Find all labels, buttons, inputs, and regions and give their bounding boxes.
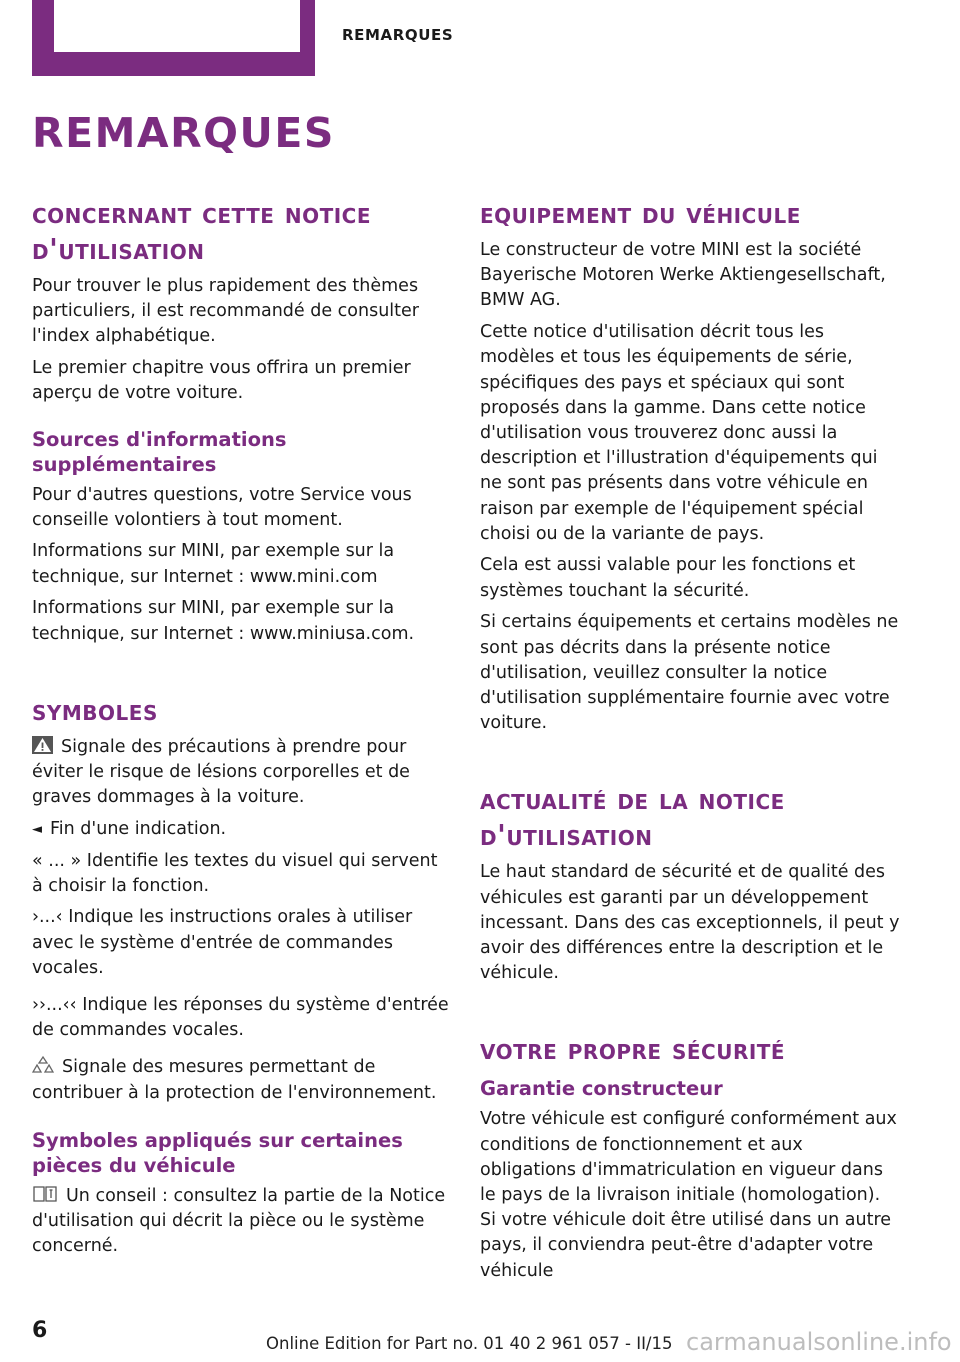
symbol-warning-text: Signale des précautions à prendre pour éviter le risque de lésions corporelles et de graves dommages à la voiture. [32, 736, 410, 808]
paragraph: Si certains équipements et certains modèles ne sont pas décrits dans la présente notice d'utilisation, veuillez consulter la notice d'utilisation supplémentaire fournie avec votre voiture. [480, 612, 899, 734]
symbol-display-text: « ... » Identifie les textes du visuel qui servent à choisir la fonction. [32, 850, 438, 896]
paragraph: Cela est aussi valable pour les fonctions et systèmes touchant la sécurité. [480, 555, 856, 601]
edition-line: Online Edition for Part no. 01 40 2 961 057 - II/15 [266, 1334, 673, 1353]
left-column [32, 196, 450, 1266]
end-marker-icon: ◄ [32, 821, 42, 837]
paragraph: Pour d'autres questions, votre Service vous conseille volontiers à tout moment. [32, 484, 412, 530]
paragraph: Votre véhicule est configuré conformément aux conditions de fonctionnement et aux obligations d'immatriculation en vigueur dans le pays de la livraison initiale (homologation). Si votre véhicule doit être utilisé dans un autre pays, il conviendra peut-être d'adapter votre véhicule [480, 1109, 897, 1281]
symbol-voice-responses: ››...‹‹ Indique les réponses du système d'entrée de commandes vocales. [32, 995, 449, 1041]
symbol-environment-row [32, 1055, 450, 1105]
subsection-title-warranty: Garantie constructeur [480, 1077, 723, 1101]
symbol-manual-text: Un conseil : consultez la partie de la Notice d'utilisation qui décrit la pièce ou le système concerné. [32, 1185, 446, 1257]
chapter-tab [32, 0, 315, 76]
section-title-notice: concernant cette notice d'utilisation [32, 197, 372, 266]
section-title-safety: votre propre sécurité [480, 1033, 786, 1067]
paragraph: Le constructeur de votre MINI est la société Bayerische Motoren Werke Aktiengesellschaft, BMW AG. [480, 240, 886, 311]
warning-triangle-icon [32, 736, 53, 754]
paragraph: Cette notice d'utilisation décrit tous les modèles et tous les équipements de série, spécifiques des pays et spéciaux qui sont proposés dans la gamme. Dans cette notice d'utilisation vous trouverez donc aussi la description et l'illustration d'équipements qui ne sont pas présents dans votre véhicule en raison par exemple de l'équipement spécial choisi ou de la variante de pays. [480, 322, 878, 544]
running-header: REMARQUES [342, 26, 454, 44]
symbol-environment-text: Signale des mesures permettant de contribuer à la protection de l'environnement. [32, 1057, 437, 1103]
subsection-title-vehicle-symbols: Symboles appliqués sur certaines pièces du véhicule [32, 1128, 403, 1177]
subsection-title-sources: Sources d'informations supplémentaires [32, 427, 287, 476]
page-title: REMARQUES [32, 109, 335, 157]
paragraph: Le premier chapitre vous offrira un premier aperçu de votre voiture. [32, 358, 411, 404]
section-title-equipment: equipement du véhicule [480, 197, 801, 230]
symbol-manual-row [32, 1184, 450, 1260]
symbol-voice-instructions: ›...‹ Indique les instructions orales à utiliser avec le système d'entrée de commandes vocales. [32, 907, 413, 978]
section-title-symbols: symboles [32, 693, 158, 727]
environment-icon [32, 1055, 54, 1074]
symbol-end-row [32, 817, 450, 842]
paragraph: Informations sur MINI, par exemple sur la technique, sur Internet : www.mini.com [32, 541, 395, 587]
page-number: 6 [32, 1318, 48, 1343]
paragraph: Pour trouver le plus rapidement des thèmes particuliers, il est recommandé de consulter l'index alphabétique. [32, 276, 419, 347]
manual-book-icon [32, 1185, 58, 1203]
section-title-currency: actualité de la notice d'utilisation [480, 783, 785, 853]
chapter-tab-inner [54, 0, 300, 52]
right-column [480, 196, 900, 1290]
symbol-end-text: Fin d'une indication. [50, 818, 227, 839]
watermark: carmanualsonline.info [686, 1328, 952, 1356]
paragraph: Informations sur MINI, par exemple sur la technique, sur Internet : www.miniusa.com. [32, 598, 415, 644]
paragraph: Le haut standard de sécurité et de qualité des véhicules est garanti par un développement incessant. Dans des cas exceptionnels, il peut y avoir des différences entre la description et le véhicule. [480, 862, 900, 984]
symbol-warning-row [32, 735, 450, 811]
